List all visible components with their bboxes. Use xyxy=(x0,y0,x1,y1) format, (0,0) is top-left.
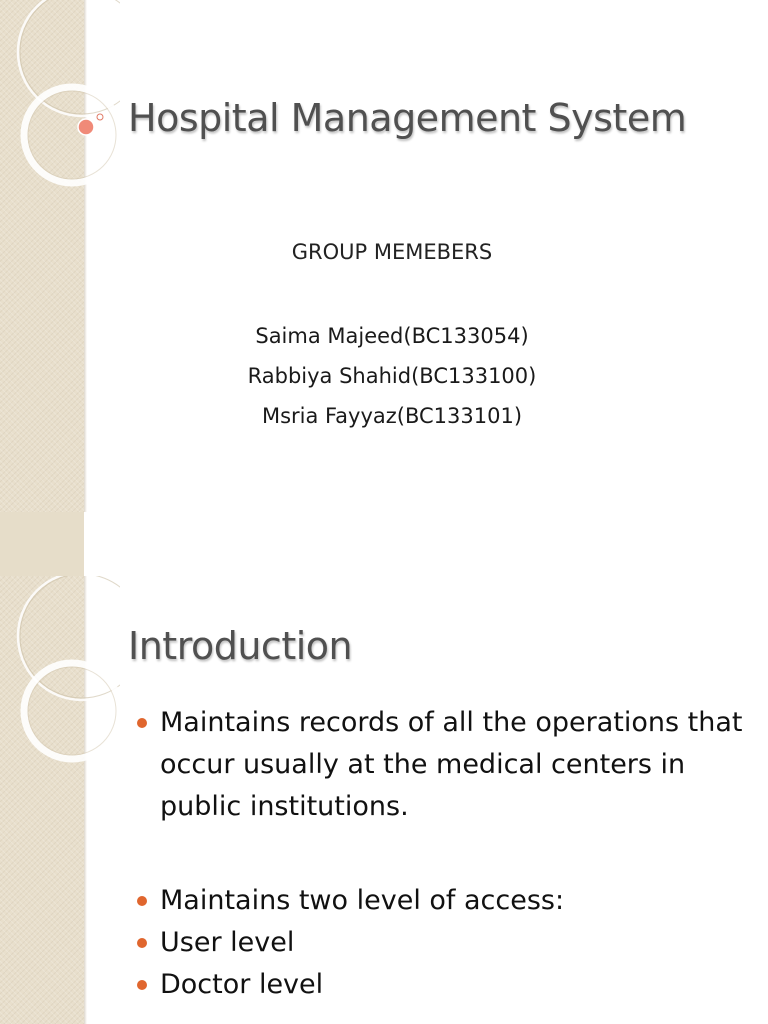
page-title: Hospital Management System xyxy=(128,96,687,140)
decorative-circles xyxy=(0,576,120,1024)
list-item xyxy=(132,964,752,1006)
bullet-icon xyxy=(137,718,147,728)
bullet-text: Maintains records of all the operations that occur usually at the medical centers in public institutions. xyxy=(160,707,743,822)
member-item: Saima Majeed(BC133054) xyxy=(255,324,529,348)
bullet-icon xyxy=(137,938,147,948)
member-list xyxy=(128,316,656,436)
member-item: Rabbiya Shahid(BC133100) xyxy=(247,364,537,388)
group-heading: GROUP MEMEBERS xyxy=(291,240,493,264)
member-item: Msria Fayyaz(BC133101) xyxy=(261,404,523,428)
gap-strip xyxy=(0,512,84,576)
list-item xyxy=(132,880,752,922)
list-item xyxy=(132,922,752,964)
bullet-text: Doctor level xyxy=(160,969,324,1000)
bullet-text: Maintains two level of access: xyxy=(160,885,565,916)
decorative-circles xyxy=(0,0,120,512)
slide-introduction xyxy=(0,576,768,1024)
accent-dot-icon xyxy=(78,119,94,135)
bullet-icon xyxy=(137,980,147,990)
bullet-list xyxy=(132,702,752,1006)
section-title: Introduction xyxy=(128,624,353,668)
bullet-icon xyxy=(137,896,147,906)
slide-gap xyxy=(0,512,768,576)
list-item xyxy=(132,702,752,828)
bullet-text: User level xyxy=(160,927,295,958)
